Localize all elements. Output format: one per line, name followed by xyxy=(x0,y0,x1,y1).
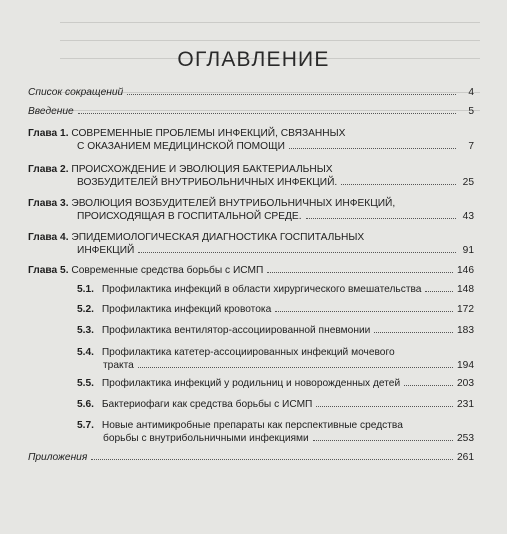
section-number: 5.4. xyxy=(77,347,94,358)
toc-entry-line1: ЭВОЛЮЦИЯ ВОЗБУДИТЕЛЕЙ ВНУТРИБОЛЬНИЧНЫХ ИНФЕКЦИЙ, xyxy=(71,198,396,209)
toc-entry-label: Список сокращений xyxy=(28,87,124,98)
toc-page-number: 5 xyxy=(468,106,474,117)
leader-dots xyxy=(275,303,453,312)
toc-entry-line1: ПРОИСХОЖДЕНИЕ И ЭВОЛЮЦИЯ БАКТЕРИАЛЬНЫХ xyxy=(71,164,333,175)
toc-entry-line2: ПРОИСХОДЯЩАЯ В ГОСПИТАЛЬНОЙ СРЕДЕ. xyxy=(77,211,302,222)
section-number: 5.6. xyxy=(77,399,94,410)
toc-entry-section-5-3[interactable] xyxy=(77,324,474,337)
toc-entry-chapter-4[interactable] xyxy=(28,231,474,257)
toc-page-number: 253 xyxy=(457,433,474,444)
toc-entry-line2: борьбы с внутрибольничными инфекциями xyxy=(103,433,309,444)
toc-entry-chapter-5[interactable] xyxy=(28,264,474,277)
toc-entry-label: Профилактика инфекций у родильниц и новорожденных детей xyxy=(101,378,401,389)
toc-entry-label: Профилактика инфекций кровотока xyxy=(101,304,272,315)
toc-entry-line2: ИНФЕКЦИЙ xyxy=(77,245,135,256)
toc-entry-line1: СОВРЕМЕННЫЕ ПРОБЛЕМЫ ИНФЕКЦИЙ, СВЯЗАННЫХ xyxy=(71,128,346,139)
toc-entry-line1: ЭПИДЕМИОЛОГИЧЕСКАЯ ДИАГНОСТИКА ГОСПИТАЛЬНЫХ xyxy=(71,232,365,243)
toc-entry-chapter-2[interactable] xyxy=(28,163,474,189)
toc-entry-introduction[interactable] xyxy=(28,105,474,118)
toc-page-number: 91 xyxy=(462,245,474,256)
chapter-prefix: Глава 5. xyxy=(28,265,69,276)
toc-entry-label: Бактериофаги как средства борьбы с ИСМП xyxy=(101,399,313,410)
toc-entry-label: Введение xyxy=(28,106,74,117)
toc-entry-abbreviations[interactable] xyxy=(28,86,474,99)
toc-entry-section-5-1[interactable] xyxy=(77,283,474,296)
toc-entry-line2: тракта xyxy=(103,360,134,371)
leader-dots xyxy=(306,210,456,219)
section-number: 5.1. xyxy=(77,284,94,295)
toc-entry-section-5-7[interactable] xyxy=(77,419,474,445)
chapter-prefix: Глава 4. xyxy=(28,232,69,243)
chapter-prefix: Глава 3. xyxy=(28,198,69,209)
leader-dots xyxy=(78,105,456,114)
section-number: 5.2. xyxy=(77,304,94,315)
toc-page-number: 194 xyxy=(457,360,474,371)
toc-page-number: 7 xyxy=(468,141,474,152)
leader-dots xyxy=(138,244,456,253)
toc-entry-label: Приложения xyxy=(28,452,88,463)
toc-entry-line2: С ОКАЗАНИЕМ МЕДИЦИНСКОЙ ПОМОЩИ xyxy=(77,141,285,152)
leader-dots xyxy=(341,176,456,185)
toc-entry-line1: Профилактика катетер-ассоциированных инфекций мочевого xyxy=(101,347,395,358)
chapter-prefix: Глава 1. xyxy=(28,128,69,139)
toc-page-number: 148 xyxy=(457,284,474,295)
toc-entry-section-5-4[interactable] xyxy=(77,346,474,372)
leader-dots xyxy=(313,432,453,441)
toc-entry-section-5-6[interactable] xyxy=(77,398,474,411)
toc-entry-label: Современные средства борьбы с ИСМП xyxy=(71,265,264,276)
toc-page-number: 172 xyxy=(457,304,474,315)
toc-entry-chapter-3[interactable] xyxy=(28,197,474,223)
toc-page-number: 231 xyxy=(457,399,474,410)
toc-page-number: 43 xyxy=(462,211,474,222)
toc-entry-section-5-5[interactable] xyxy=(77,377,474,390)
chapter-prefix: Глава 2. xyxy=(28,164,69,175)
leader-dots xyxy=(425,283,453,292)
section-number: 5.5. xyxy=(77,378,94,389)
toc-page-number: 203 xyxy=(457,378,474,389)
toc-entry-label: Профилактика вентилятор-ассоциированной пневмонии xyxy=(101,325,371,336)
leader-dots xyxy=(267,264,453,273)
toc-entry-appendices[interactable] xyxy=(28,451,474,464)
page-title: ОГЛАВЛЕНИЕ xyxy=(177,48,330,71)
toc-page-number: 146 xyxy=(457,265,474,276)
leader-dots xyxy=(404,377,453,386)
leader-dots xyxy=(289,140,456,149)
leader-dots xyxy=(138,359,453,368)
section-number: 5.7. xyxy=(77,420,94,431)
toc-page-number: 261 xyxy=(457,452,474,463)
leader-dots xyxy=(374,324,453,333)
toc-page-number: 25 xyxy=(462,177,474,188)
leader-dots xyxy=(91,451,453,460)
leader-dots xyxy=(127,86,456,95)
section-number: 5.3. xyxy=(77,325,94,336)
toc-entry-section-5-2[interactable] xyxy=(77,303,474,316)
toc-entry-label: Профилактика инфекций в области хирургического вмешательства xyxy=(101,284,422,295)
toc-entry-line1: Новые антимикробные препараты как перспективные средства xyxy=(101,420,403,431)
toc-entry-line2: ВОЗБУДИТЕЛЕЙ ВНУТРИБОЛЬНИЧНЫХ ИНФЕКЦИЙ. xyxy=(77,177,338,188)
leader-dots xyxy=(316,398,453,407)
toc-page-number: 4 xyxy=(468,87,474,98)
toc-page-number: 183 xyxy=(457,325,474,336)
toc-entry-chapter-1[interactable] xyxy=(28,127,474,153)
